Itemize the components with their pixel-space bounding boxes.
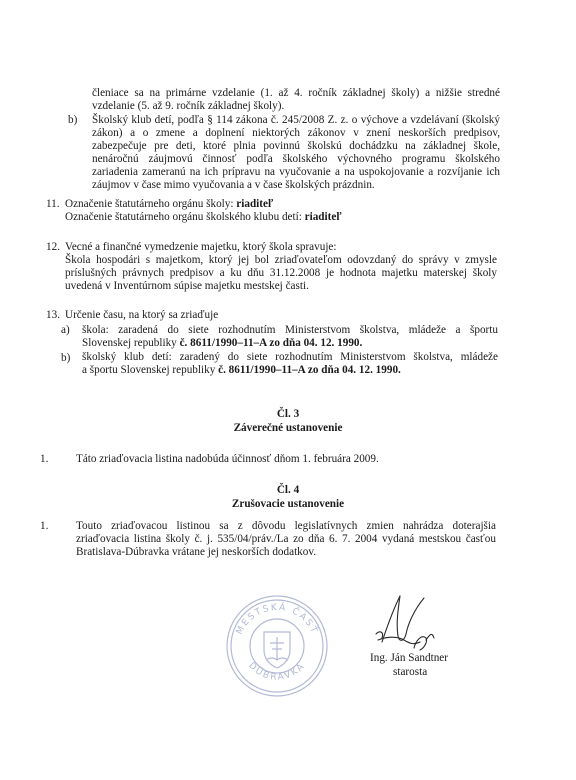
article3-title: Záverečné ustanovenie xyxy=(233,422,343,434)
article3-number: 1. xyxy=(40,453,49,465)
item13-a-line2 xyxy=(82,337,362,350)
item12-line: príslušných právnych predpisov a ku dňu 31.12.2008 je hodnota majetku materskej školy xyxy=(65,267,497,279)
stamp-bottom-text: DÚBRAVKA xyxy=(246,660,308,683)
item10-b-line: zákon) a o zmene a doplnení niektorých zákonov v znení neskorších predpisov, xyxy=(92,127,500,139)
item11-line1 xyxy=(65,198,273,211)
article3-heading: Čl. 3 xyxy=(276,408,300,420)
item13-number: 13. xyxy=(46,309,60,321)
item12-line: Škola hospodári s majetkom, ktorý jej bol zriaďovateľom odovzdaný do správy v zmysle xyxy=(65,254,497,266)
item11-line2-value: riaditeľ xyxy=(304,211,342,223)
item13-a-label: a) xyxy=(61,324,70,336)
article3-text: Táto zriaďovacia listina nadobúda účinnosť dňom 1. februára 2009. xyxy=(76,453,379,465)
item11-line1-value: riaditeľ xyxy=(236,198,274,210)
signatory-name: Ing. Ján Sandtner xyxy=(370,652,448,664)
stamp-seal-icon xyxy=(222,590,332,700)
item12-number: 12. xyxy=(46,241,60,253)
item10-a-line2: vzdelanie (5. až 9. ročník základnej školy). xyxy=(92,100,285,112)
item10-b-line: zabezpečuje pre deti, ktoré plnia povinnú školskú dochádzku na základnej škole, xyxy=(92,140,500,152)
article4-line: zriaďovacia listina školy č. j. 535/04/práv./La zo dňa 6. 7. 2004 vydaná mestskou časťou xyxy=(76,533,496,545)
article4-line: Touto zriaďovacou listinou sa z dôvodu legislatívnych zmien nahrádza doterajšia xyxy=(76,520,496,532)
item10-b-line: Školský klub detí, podľa § 114 zákona č. 245/2008 Z. z. o výchove a vzdelávaní (školský xyxy=(92,114,500,126)
article4-title: Zrušovacie ustanovenie xyxy=(231,498,345,510)
item11-line2-text: Označenie štatutárneho orgánu školského klubu detí: xyxy=(65,211,305,223)
item10-b-line: nenáročnú záujmovú činnosť podľa školského výchovného programu školského xyxy=(92,153,500,165)
article4-text xyxy=(76,520,496,559)
item12-text xyxy=(65,254,497,293)
item13-b-line2 xyxy=(82,364,401,377)
item11-line1-text: Označenie štatutárneho orgánu školy: xyxy=(65,198,237,210)
item10-b-label: b) xyxy=(68,114,78,126)
item10-a-line1: členiace sa na primárne vzdelanie (1. až 4. ročník základnej školy) a nižšie stredné xyxy=(92,87,500,99)
item13-a-line2-text: Slovenskej republiky xyxy=(82,337,180,349)
signatory-role: starosta xyxy=(393,666,428,678)
item10-b-line: zariadenia zameranú na ich prípravu na vyučovanie a na uspokojovanie a rozvíjanie ich xyxy=(92,166,500,178)
stamp-top-text: MESTSKÁ ČASŤ xyxy=(234,602,320,637)
item13-a-decision: č. 8611/1990–11–A zo dňa 04. 12. 1990. xyxy=(179,337,363,349)
item12-title: Vecné a finančné vymedzenie majetku, ktorý škola spravuje: xyxy=(65,241,337,253)
item10-b-text xyxy=(92,114,500,192)
item13-b-label: b) xyxy=(61,352,71,364)
item13-b-line1: školský klub detí: zaradený do siete rozhodnutím Ministerstvom školstva, mládeže xyxy=(82,351,498,363)
article4-line: Bratislava-Dúbravka vrátane jej neskorších dodatkov. xyxy=(76,546,317,558)
item13-title: Určenie času, na ktorý sa zriaďuje xyxy=(65,309,219,321)
item13-b-decision: č. 8611/1990–11–A zo dňa 04. 12. 1990. xyxy=(218,364,401,376)
item13-a-line1: škola: zaradená do siete rozhodnutím Ministerstvom školstva, mládeže a športu xyxy=(82,324,498,336)
item12-line: uvedená v Inventúrnom súpise majetku mestskej časti. xyxy=(65,280,309,292)
item11-number: 11. xyxy=(46,198,60,210)
item13-b-line2-text: a športu Slovenskej republiky xyxy=(82,364,219,376)
article4-heading: Čl. 4 xyxy=(276,484,300,496)
official-stamp xyxy=(222,590,332,704)
svg-text:DÚBRAVKA xyxy=(246,661,308,683)
article4-number: 1. xyxy=(40,520,49,532)
item10-b-line: záujmov v čase mimo vyučovania a v čase školských prázdnin. xyxy=(92,179,375,191)
item11-line2 xyxy=(65,211,342,224)
handwritten-signature-icon xyxy=(368,590,448,660)
